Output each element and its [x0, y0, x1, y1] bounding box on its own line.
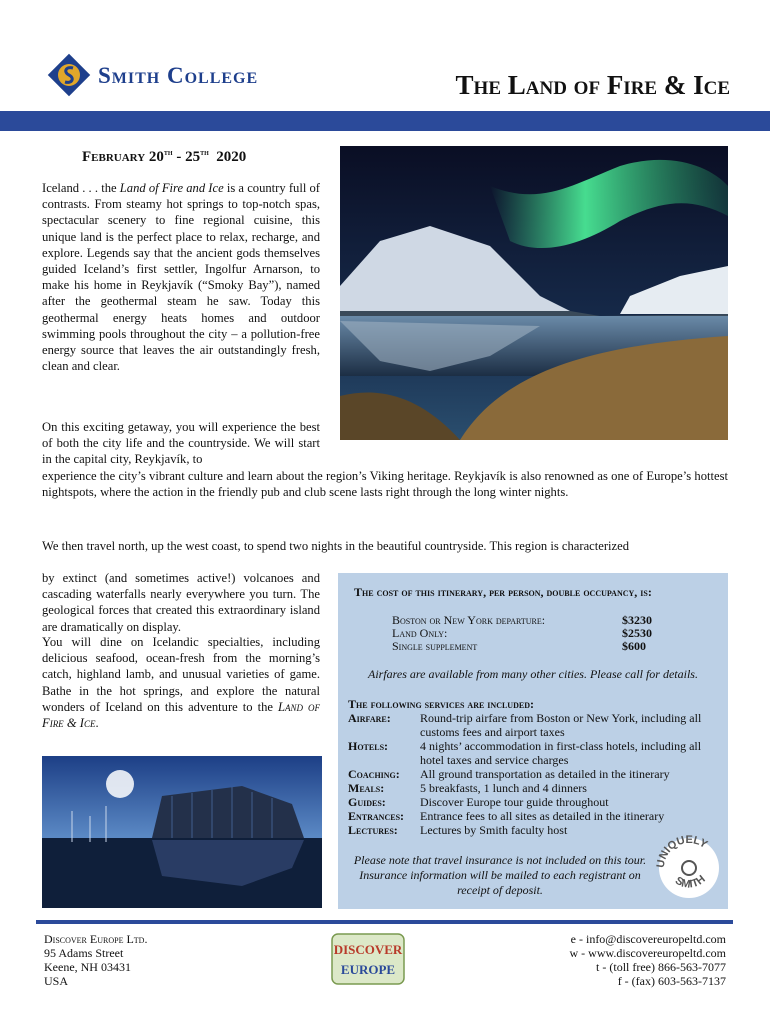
insurance-note: Please note that travel insurance is not included on this tour. Insurance information will be mailed to each registrant on receipt of deposit. [353, 853, 647, 897]
service-label-entrances: Entrances: [348, 809, 405, 823]
price-value-land-only: $2530 [622, 626, 652, 640]
price-label-single: Single supplement [392, 639, 478, 653]
company-name: Discover Europe Ltd. [44, 932, 148, 946]
service-label-hotels: Hotels: [348, 739, 389, 753]
svg-text:DISCOVER: DISCOVER [333, 942, 403, 957]
contact-web: w - www.discovereuropeltd.com [569, 946, 726, 960]
price-value-single: $600 [622, 639, 646, 653]
service-label-coaching: Coaching: [348, 767, 400, 781]
service-label-lectures: Lectures: [348, 823, 398, 837]
svg-text:UNIQUELY: UNIQUELY [654, 833, 710, 869]
contact-tollfree: t - (toll free) 866-563-7077 [596, 960, 726, 974]
service-text-coaching: All ground transportation as detailed in the itinerary [420, 767, 670, 781]
cost-header: The cost of this itinerary, per person, double occupancy, is: [354, 585, 652, 599]
airfare-note: Airfares are available from many other cities. Please call for details. [368, 667, 698, 681]
services-header: The following services are included: [348, 697, 534, 711]
service-text-airfare: Round-trip airfare from Boston or New York, including all customs fees and airport taxes [420, 711, 702, 739]
footer-divider [36, 920, 733, 924]
svg-text:SMITH: SMITH [672, 873, 708, 891]
address-country: USA [44, 974, 69, 988]
uniquely-smith-stamp-icon [654, 832, 724, 902]
price-value-boston: $3230 [622, 613, 652, 627]
dining-paragraph: You will dine on Icelandic specialties, including delicious seafood, ocean-fresh from the morning’s catch, highland lamb, and unusual varieties of game. Bathe in the hot springs, and explore the natural wonders of Iceland on this adventure to the Land of Fire & Ice. [42, 635, 320, 731]
service-text-meals: 5 breakfasts, 1 lunch and 4 dinners [420, 781, 587, 795]
countryside-paragraph-end: by extinct (and sometimes active!) volcanoes and cascading waterfalls nearly everywhere you turn. The geological forces that created this extraordinary island are dramatically on display. [42, 571, 320, 634]
trip-dates: February 20th - 25th 2020 [82, 148, 247, 165]
harpa-concert-hall-photo [42, 756, 322, 908]
svg-text:EUROPE: EUROPE [340, 962, 396, 977]
service-text-lectures: Lectures by Smith faculty host [420, 823, 568, 837]
contact-fax: f - (fax) 603-563-7137 [617, 974, 726, 988]
intro-paragraph: Iceland . . . the Land of Fire and Ice is a country full of contrasts. From steamy hot springs to top-notch spas, spectacular scenery to fine regional cuisine, this unique land is the perfect place to relax, recharge, and explore. Legends say that the ancient gods themselves guided Iceland’s first settler, Ingolfur Arnarson, to make his home in Reykjavík (“Smoky Bay”), named after the geothermal steam he saw. Today this geothermal energy heats homes and outdoor swimming pools throughout the city – a pollution-free energy source that leaves the air outstandingly fresh, clean and clear. [42, 181, 320, 374]
service-label-meals: Meals: [348, 781, 385, 795]
service-text-hotels: 4 nights’ accommodation in first-class hotels, including all hotel taxes and service charges [420, 739, 702, 767]
service-label-guides: Guides: [348, 795, 386, 809]
service-label-airfare: Airfare: [348, 711, 391, 725]
page-title: The Land of Fire & Ice [455, 70, 730, 100]
address-street: 95 Adams Street [44, 946, 124, 960]
getaway-paragraph-start: On this exciting getaway, you will experience the best of both the city life and the countryside. We will start in the capital city, Reykjavík, to [42, 420, 320, 467]
service-text-guides: Discover Europe tour guide throughout [420, 795, 609, 809]
address-city: Keene, NH 03431 [44, 960, 131, 974]
aurora-fjord-photo [340, 146, 728, 440]
getaway-paragraph-end: experience the city’s vibrant culture and learn about the region’s Viking heritage. Reykjavík is also renowned as one of Europe’s hottest nightspots, where the action in the friendly pub and club scene lasts right through the long winter nights. [42, 469, 728, 500]
price-label-land-only: Land Only: [392, 626, 448, 640]
logo-text: Smith College [98, 63, 259, 88]
smith-college-logo-icon [46, 52, 92, 98]
price-label-boston: Boston or New York departure: [392, 613, 546, 627]
discover-europe-logo-icon [328, 930, 408, 986]
countryside-paragraph-start: We then travel north, up the west coast, to spend two nights in the beautiful countryside. This region is characterized [42, 539, 630, 553]
header-bar [0, 111, 770, 131]
contact-email: e - info@discovereuropeltd.com [570, 932, 726, 946]
service-text-entrances: Entrance fees to all sites as detailed in the itinerary [420, 809, 665, 823]
